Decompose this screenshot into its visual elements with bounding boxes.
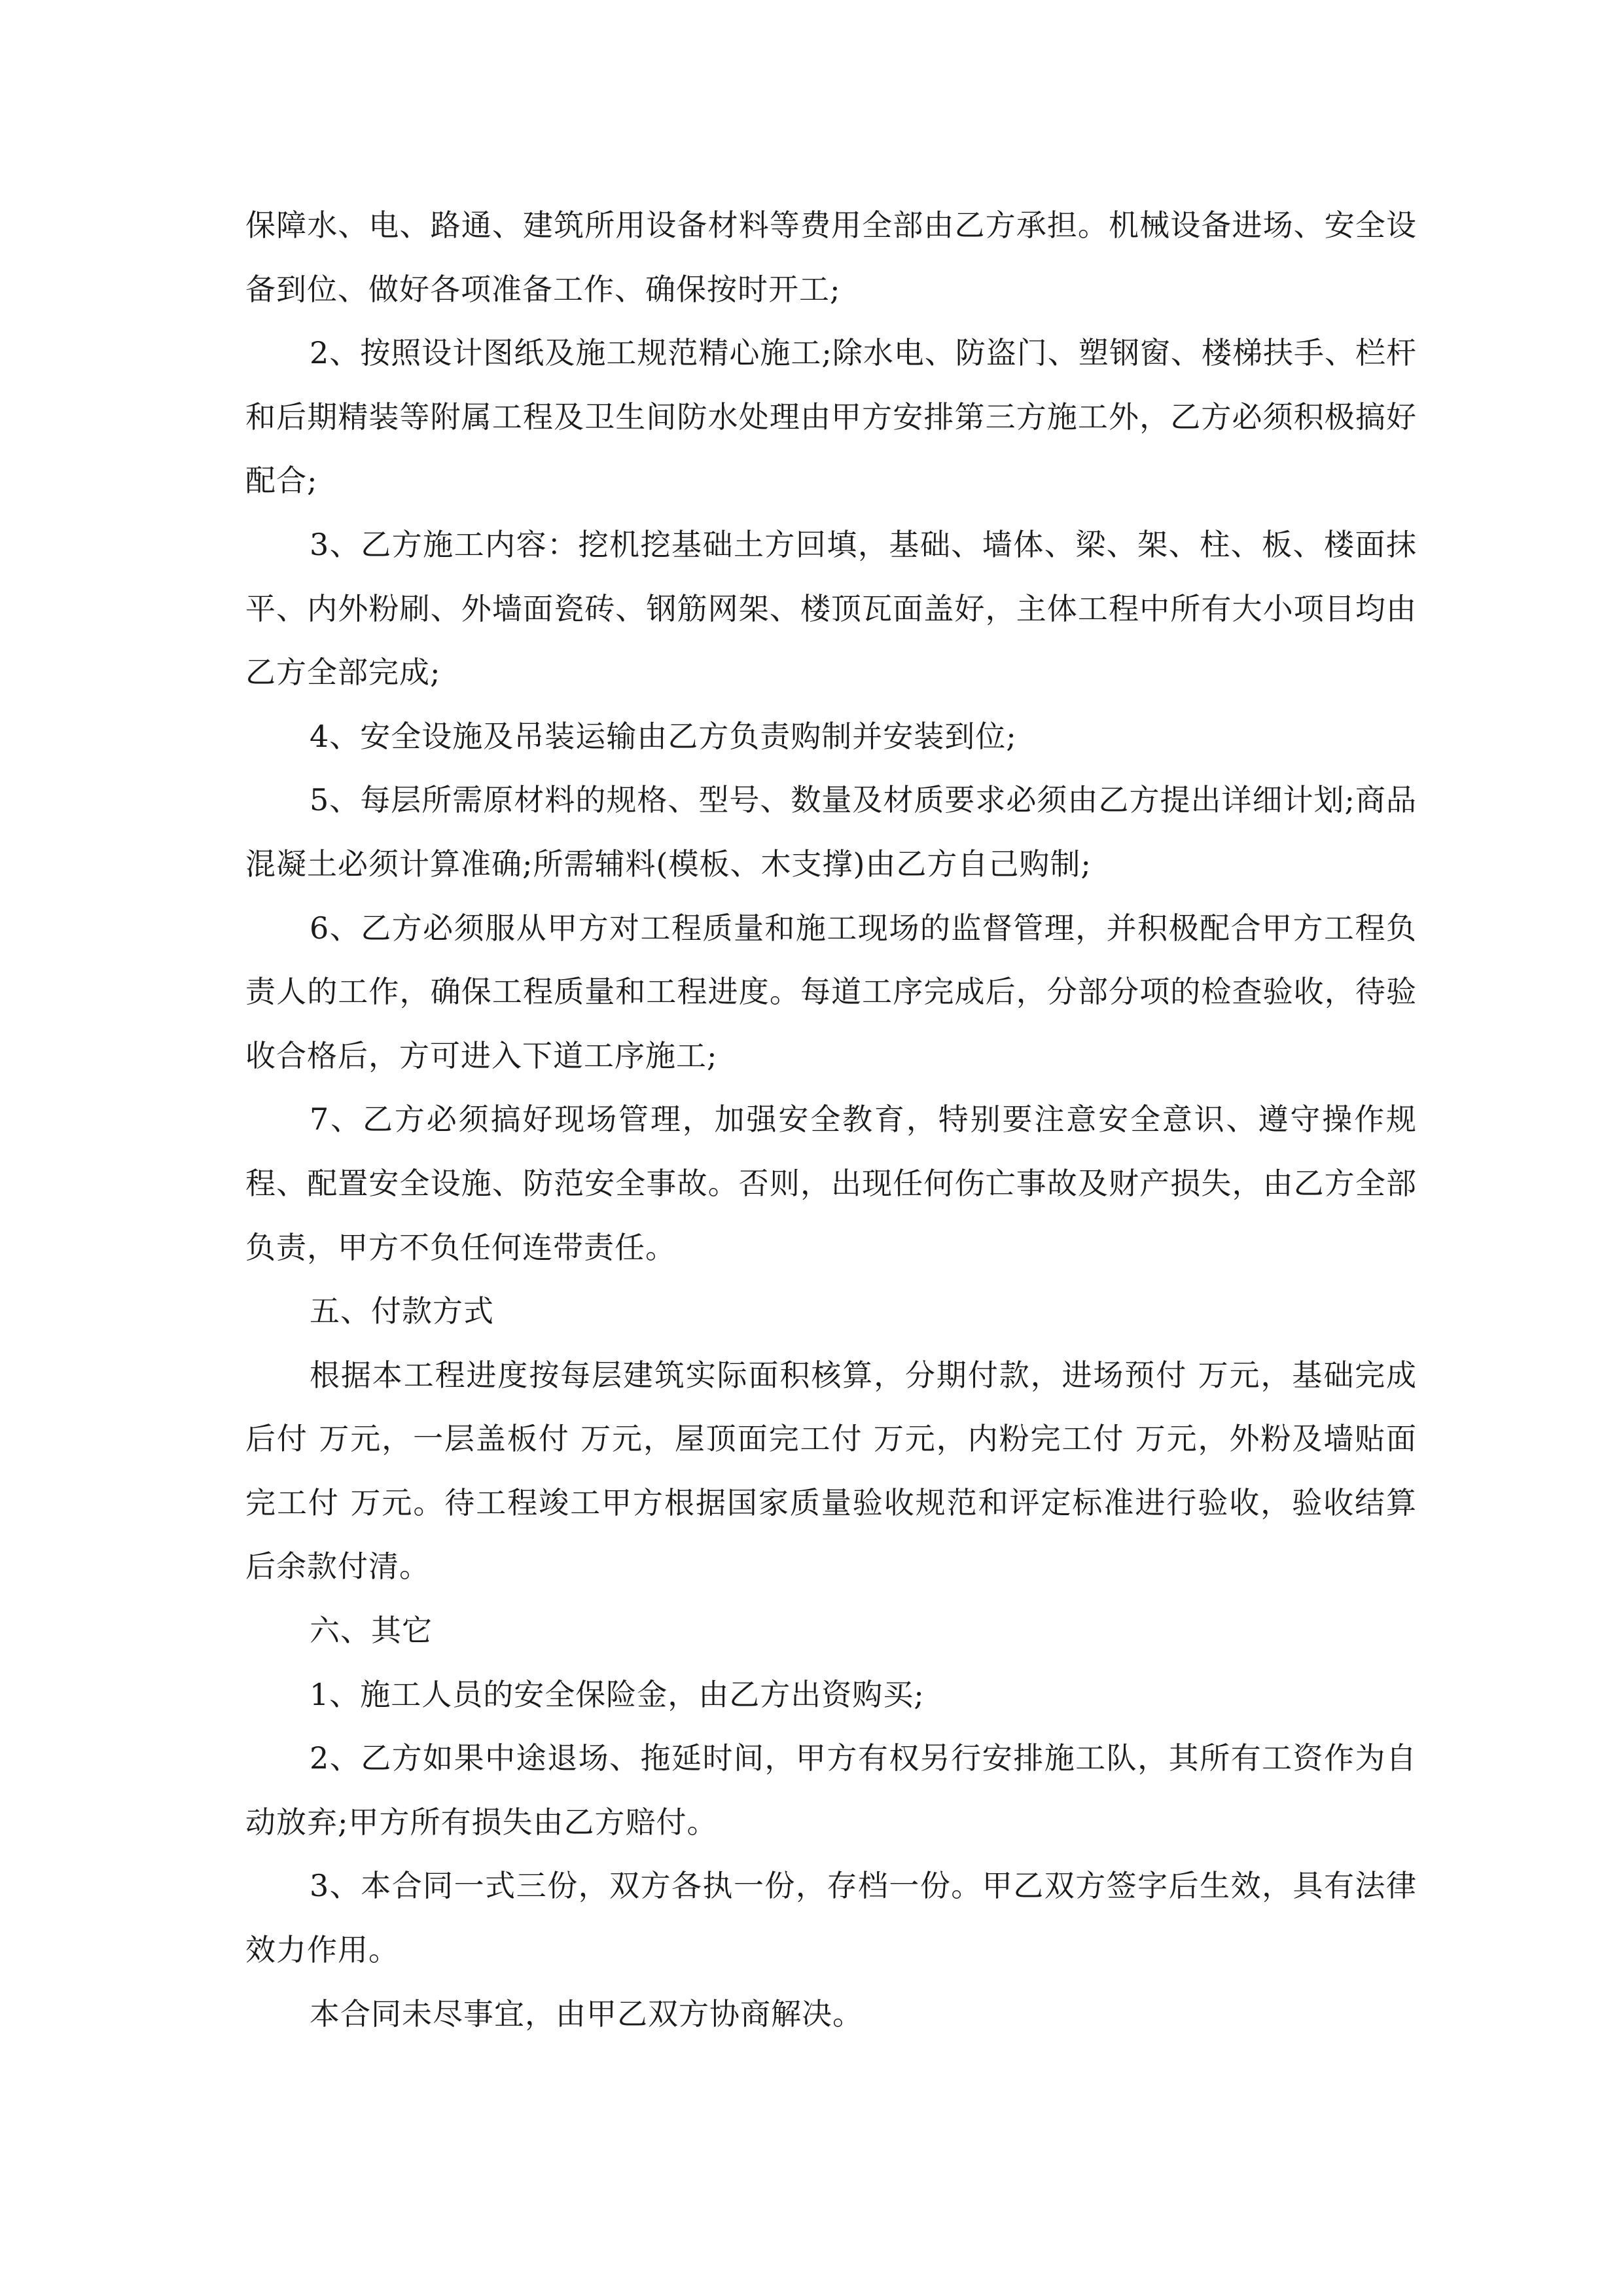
section-heading-other: 六、其它	[310, 1613, 433, 1649]
paragraph-closing: 本合同未尽事宜，由甲乙双方协商解决。	[310, 1996, 863, 2032]
paragraph-other-1: 1、施工人员的安全保险金，由乙方出资购买;	[310, 1676, 925, 1712]
paragraph-other-3: 3、本合同一式三份，双方各执一份，存档一份。甲乙双方签字后生效，具有法律效力作用。	[245, 1868, 1417, 1968]
paragraph-clause-3: 3、乙方施工内容：挖机挖基础土方回填，基础、墙体、梁、架、柱、板、楼面抹平、内外粉刷、外墙面瓷砖、钢筋网架、楼顶瓦面盖好，主体工程中所有大小项目均由乙方全部完成;	[245, 526, 1417, 691]
section-heading-payment: 五、付款方式	[310, 1293, 494, 1329]
paragraph-clause-7: 7、乙方必须搞好现场管理，加强安全教育，特别要注意安全意识、遵守操作规程、配置安全设施、防范安全事故。否则，出现任何伤亡事故及财产损失，由乙方全部负责，甲方不负任何连带责任。	[245, 1102, 1417, 1265]
paragraph-clause-6: 6、乙方必须服从甲方对工程质量和施工现场的监督管理，并积极配合甲方工程负责人的工作，确保工程质量和工程进度。每道工序完成后，分部分项的检查验收，待验收合格后，方可进入下道工序施工;	[245, 910, 1417, 1073]
paragraph-clause-5: 5、每层所需原材料的规格、型号、数量及材质要求必须由乙方提出详细计划;商品混凝土必须计算准确;所需辅料(模板、木支撑)由乙方自己购制;	[245, 782, 1417, 882]
paragraph-clause-4: 4、安全设施及吊装运输由乙方负责购制并安装到位;	[310, 718, 1017, 754]
paragraph-other-2: 2、乙方如果中途退场、拖延时间，甲方有权另行安排施工队，其所有工资作为自动放弃;甲方所有损失由乙方赔付。	[245, 1740, 1417, 1840]
paragraph-continuation: 保障水、电、路通、建筑所用设备材料等费用全部由乙方承担。机械设备进场、安全设备到位、做好各项准备工作、确保按时开工;	[245, 207, 1417, 307]
paragraph-payment-terms: 根据本工程进度按每层建筑实际面积核算，分期付款，进场预付 万元，基础完成后付 万元，一层盖板付 万元，屋顶面完工付 万元，内粉完工付 万元，外粉及墙贴面完工付 万元。待工程竣工甲方根据国家质量验收规范和评定标准进行验收，验收结算后余款付清。	[245, 1357, 1417, 1585]
document-body	[245, 194, 1417, 2046]
paragraph-clause-2: 2、按照设计图纸及施工规范精心施工;除水电、防盗门、塑钢窗、楼梯扶手、栏杆和后期精装等附属工程及卫生间防水处理由甲方安排第三方施工外，乙方必须积极搞好配合;	[245, 335, 1417, 499]
